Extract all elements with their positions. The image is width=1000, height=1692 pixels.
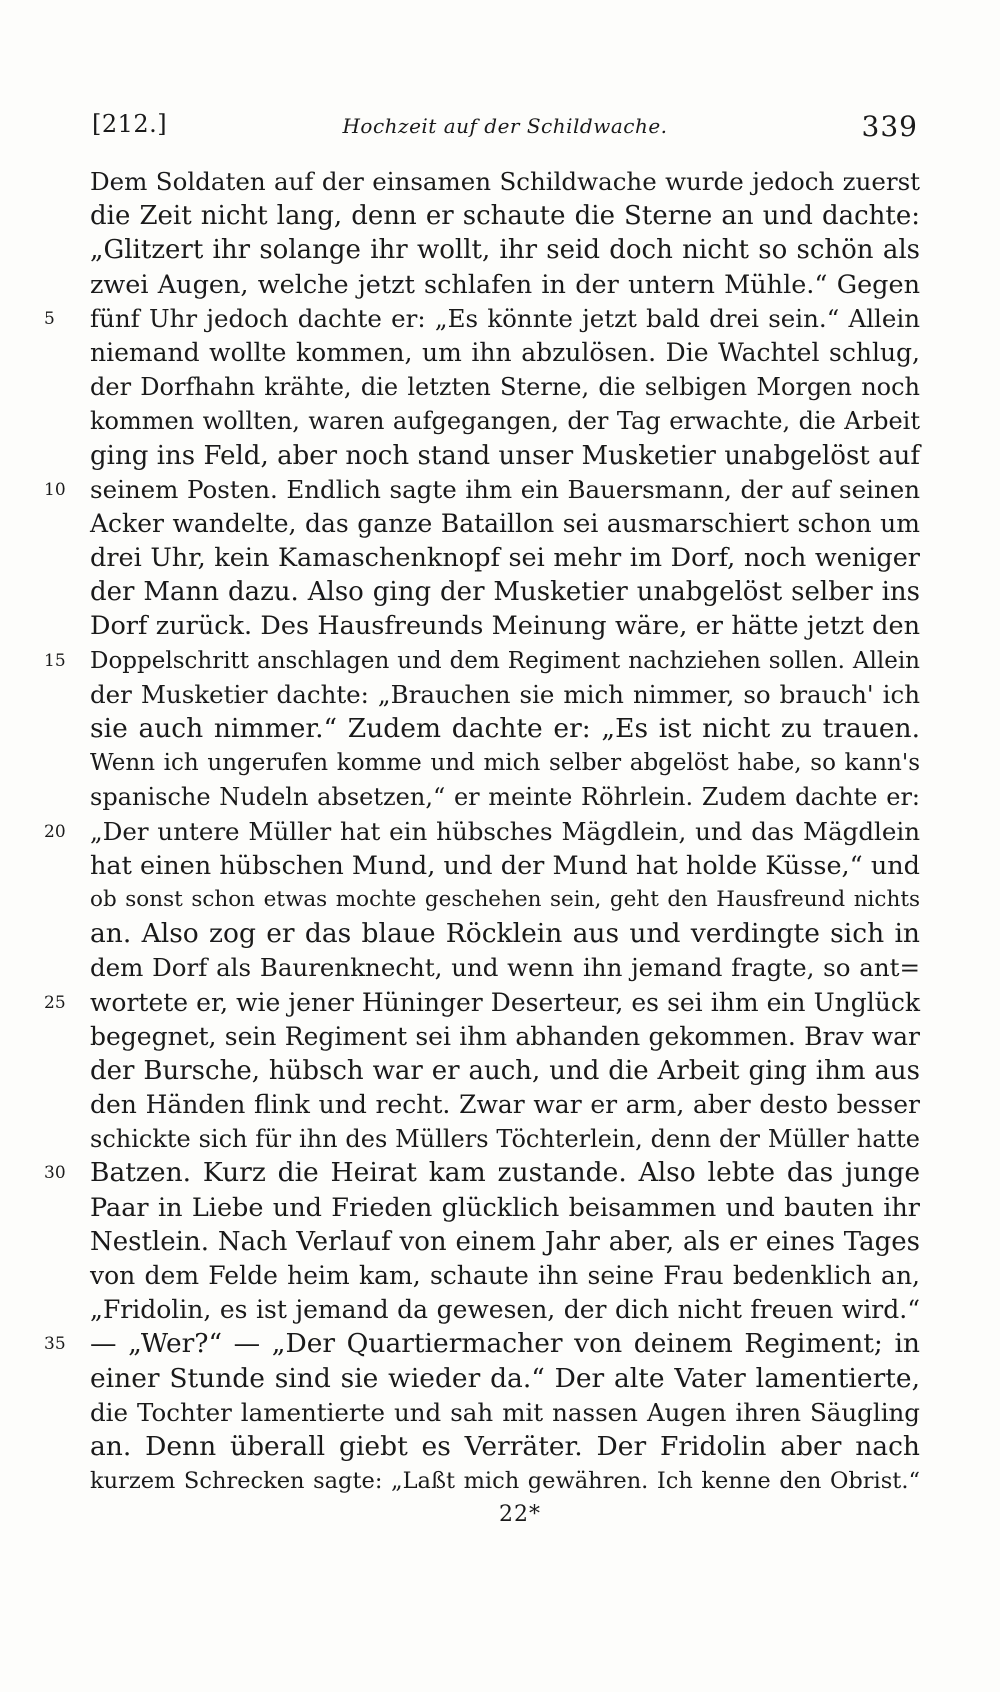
text-line [44,986,920,1020]
text-line [90,1430,920,1464]
bracketed-page-reference: [212.] [92,110,168,138]
line-text: hat einen hübschen Mund, und der Mund hat holde Küsse,“ und [90,850,920,881]
line-text: „Glitzert ihr solange ihr wollt, ihr seid doch nicht so schön als [90,235,920,266]
text-line [90,439,920,473]
line-text: der Dorfhahn krähte, die letzten Sterne, die selbigen Morgen noch [90,373,920,402]
text-line [90,1225,920,1259]
line-text: seinem Posten. Endlich sagte ihm ein Bauersmann, der auf seinen [90,474,920,504]
line-text: fünf Uhr jedoch dachte er: „Es könnte jetzt bald drei sein.“ Allein [90,303,920,333]
line-text: Nestlein. Nach Verlauf von einem Jahr aber, als er eines Tages [90,1226,920,1257]
text-line [44,1327,920,1361]
text-line [90,712,920,746]
line-text: begegnet, sein Regiment sei ihm abhanden gekommen. Brav war [90,1021,920,1051]
line-text: Dem Soldaten auf der einsamen Schildwache wurde jedoch zuerst [90,167,920,196]
text-line [90,1293,920,1327]
line-text: sie auch nimmer.“ Zudem dachte er: „Es ist nicht zu trauen. [90,713,920,744]
line-number: 25 [44,992,66,1013]
line-text: dem Dorf als Baurenknecht, und wenn ihn jemand fragte, so ant= [90,953,920,983]
text-line [90,917,920,951]
text-line [90,951,920,985]
text-line [90,404,920,438]
text-line [90,609,920,643]
line-text: Acker wandelte, das ganze Bataillon sei ausmarschiert schon um [90,508,920,538]
text-line [44,1156,920,1190]
text-line [90,1020,920,1054]
line-text: zwei Augen, welche jetzt schlafen in der untern Mühle.“ Gegen [90,269,920,300]
text-line [90,541,920,575]
line-text: wortete er, wie jener Hüninger Deserteur, es sei ihm ein Unglück [90,987,920,1017]
line-text: Doppelschritt anschlagen und dem Regiment nachziehen sollen. Allein [90,647,920,674]
text-line [90,849,920,883]
text-line [44,302,920,336]
text-line [90,336,920,370]
text-line [90,1191,920,1225]
text-line [90,1362,920,1396]
line-text: Batzen. Kurz die Heirat kam zustande. Also lebte das junge [90,1157,920,1189]
text-line [90,883,920,917]
text-line [90,370,920,404]
line-number: 5 [44,308,55,329]
page-footer [0,1502,1000,1527]
line-text: den Händen flink und recht. Zwar war er arm, aber desto besser [90,1090,920,1120]
text-line [90,575,920,609]
text-line [90,165,920,199]
line-text: niemand wollte kommen, um ihn abzulösen. Die Wachtel schlug, [90,337,920,367]
line-text: drei Uhr, kein Kamaschenknopf sei mehr im Dorf, noch weniger [90,543,920,574]
line-text: „Der untere Müller hat ein hübsches Mägdlein, und das Mägdlein [90,816,920,846]
line-text: Wenn ich ungerufen komme und mich selber abgelöst habe, so kann's [90,750,920,777]
printer-signature-mark: 22* [499,1502,541,1527]
text-line [90,678,920,712]
line-text: kurzem Schrecken sagte: „Laßt mich gewähren. Ich kenne den Obrist.“ [90,1468,920,1495]
line-text: die Zeit nicht lang, denn er schaute die Sterne an und dachte: [90,201,920,232]
line-text: an. Also zog er das blaue Röcklein aus und verdingte sich in [90,918,920,950]
text-line [90,507,920,541]
text-line [90,780,920,814]
text-line [44,815,920,849]
text-line [44,644,920,678]
line-text: von dem Felde heim kam, schaute ihn seine Frau bedenklich an, [90,1261,920,1290]
text-line [90,233,920,267]
line-text: der Musketier dachte: „Brauchen sie mich nimmer, so brauch' ich [90,679,920,709]
line-text: „Fridolin, es ist jemand da gewesen, der dich nicht freuen wird.“ [90,1295,920,1325]
line-text: ob sonst schon etwas mochte geschehen sein, geht den Hausfreund nichts [90,886,920,912]
line-number: 30 [44,1163,66,1184]
line-number: 20 [44,821,66,842]
text-line [44,473,920,507]
line-number: 15 [44,650,66,671]
text-line [90,1259,920,1293]
line-text: kommen wollten, waren aufgegangen, der Tag erwachte, die Arbeit [90,407,920,436]
text-line [90,268,920,302]
line-text: Dorf zurück. Des Hausfreunds Meinung wäre, er hätte jetzt den [90,611,920,642]
line-text: Paar in Liebe und Frieden glücklich beisammen und bauten ihr [90,1192,920,1223]
page-header [92,104,918,144]
line-text: die Tochter lamentierte und sah mit nassen Augen ihren Säugling [90,1397,920,1427]
line-text: ging ins Feld, aber noch stand unser Musketier unabgelöst auf [90,440,920,471]
page-number: 339 [861,110,918,143]
line-text: schickte sich für ihn des Müllers Töchterlein, denn der Müller hatte [90,1125,920,1154]
text-line [90,1088,920,1122]
text-line [90,746,920,780]
running-title: Hochzeit auf der Schildwache. [342,114,668,138]
text-line [90,1122,920,1156]
text-line [90,199,920,233]
line-text: der Mann dazu. Also ging der Musketier unabgelöst selber ins [90,577,920,608]
line-number: 35 [44,1334,66,1355]
line-text: — „Wer?“ — „Der Quartiermacher von deinem Regiment; in [90,1328,920,1360]
line-number: 10 [44,479,66,500]
text-line [90,1396,920,1430]
line-text: an. Denn überall giebt es Verräter. Der Fridolin aber nach [90,1430,920,1462]
line-text: einer Stunde sind sie wieder da.“ Der alte Vater lamentierte, [90,1362,920,1394]
text-line [90,1054,920,1088]
text-line [90,1464,920,1498]
body-text [44,165,920,1498]
line-text: der Bursche, hübsch war er auch, und die Arbeit ging ihm aus [90,1055,920,1086]
line-text: spanische Nudeln absetzen,“ er meinte Röhrlein. Zudem dachte er: [90,783,920,812]
